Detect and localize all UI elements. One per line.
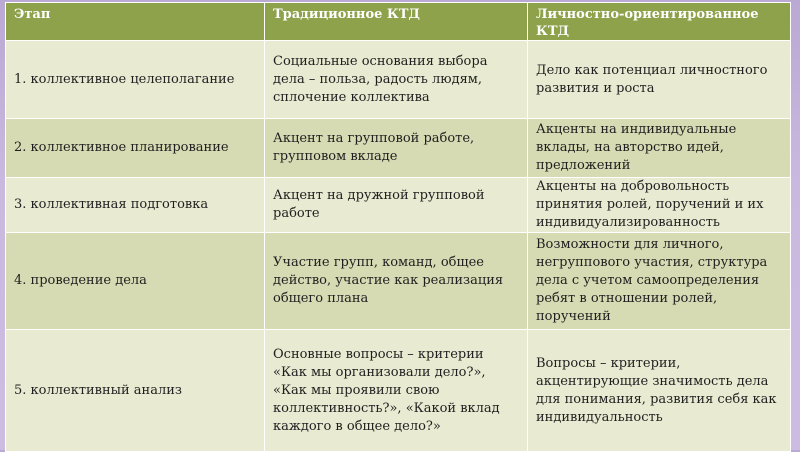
stage-cell: 4. проведение дела (6, 233, 265, 330)
stage-cell: 1. коллективное целеполагание (6, 41, 265, 119)
personal-cell: Дело как потенциал личностного развития и роста (528, 41, 791, 119)
table-row (6, 41, 791, 119)
traditional-cell: Основные вопросы – критерии «Как мы организовали дело?», «Как мы проявили свою коллективность?», «Какой вклад каждого в общее дело?» (265, 330, 528, 452)
comparison-table (5, 2, 791, 452)
personal-cell: Акценты на добровольность принятия ролей, поручений и их индивидуализированность (528, 178, 791, 233)
traditional-cell: Социальные основания выбора дела – польза, радость людям, сплочение коллектива (265, 41, 528, 119)
traditional-cell: Участие групп, команд, общее действо, участие как реализация общего плана (265, 233, 528, 330)
header-stage: Этап (6, 3, 265, 41)
stage-cell: 2. коллективное планирование (6, 119, 265, 178)
stage-cell: 5. коллективный анализ (6, 330, 265, 452)
traditional-cell: Акцент на групповой работе, групповом вкладе (265, 119, 528, 178)
table-row (6, 119, 791, 178)
header-personal: Личностно-ориентированное КТД (528, 3, 791, 41)
personal-cell: Возможности для личного, негруппового участия, структура дела с учетом самоопределения ребят в отношении ролей, поручений (528, 233, 791, 330)
table-header-row (6, 3, 791, 41)
traditional-cell: Акцент на дружной групповой работе (265, 178, 528, 233)
personal-cell: Вопросы – критерии, акцентирующие значимость дела для понимания, развития себя как индивидуальность (528, 330, 791, 452)
table-row (6, 178, 791, 233)
personal-cell: Акценты на индивидуальные вклады, на авторство идей, предложений (528, 119, 791, 178)
header-traditional: Традиционное КТД (265, 3, 528, 41)
stage-cell: 3. коллективная подготовка (6, 178, 265, 233)
table-row (6, 233, 791, 330)
table-row (6, 330, 791, 452)
